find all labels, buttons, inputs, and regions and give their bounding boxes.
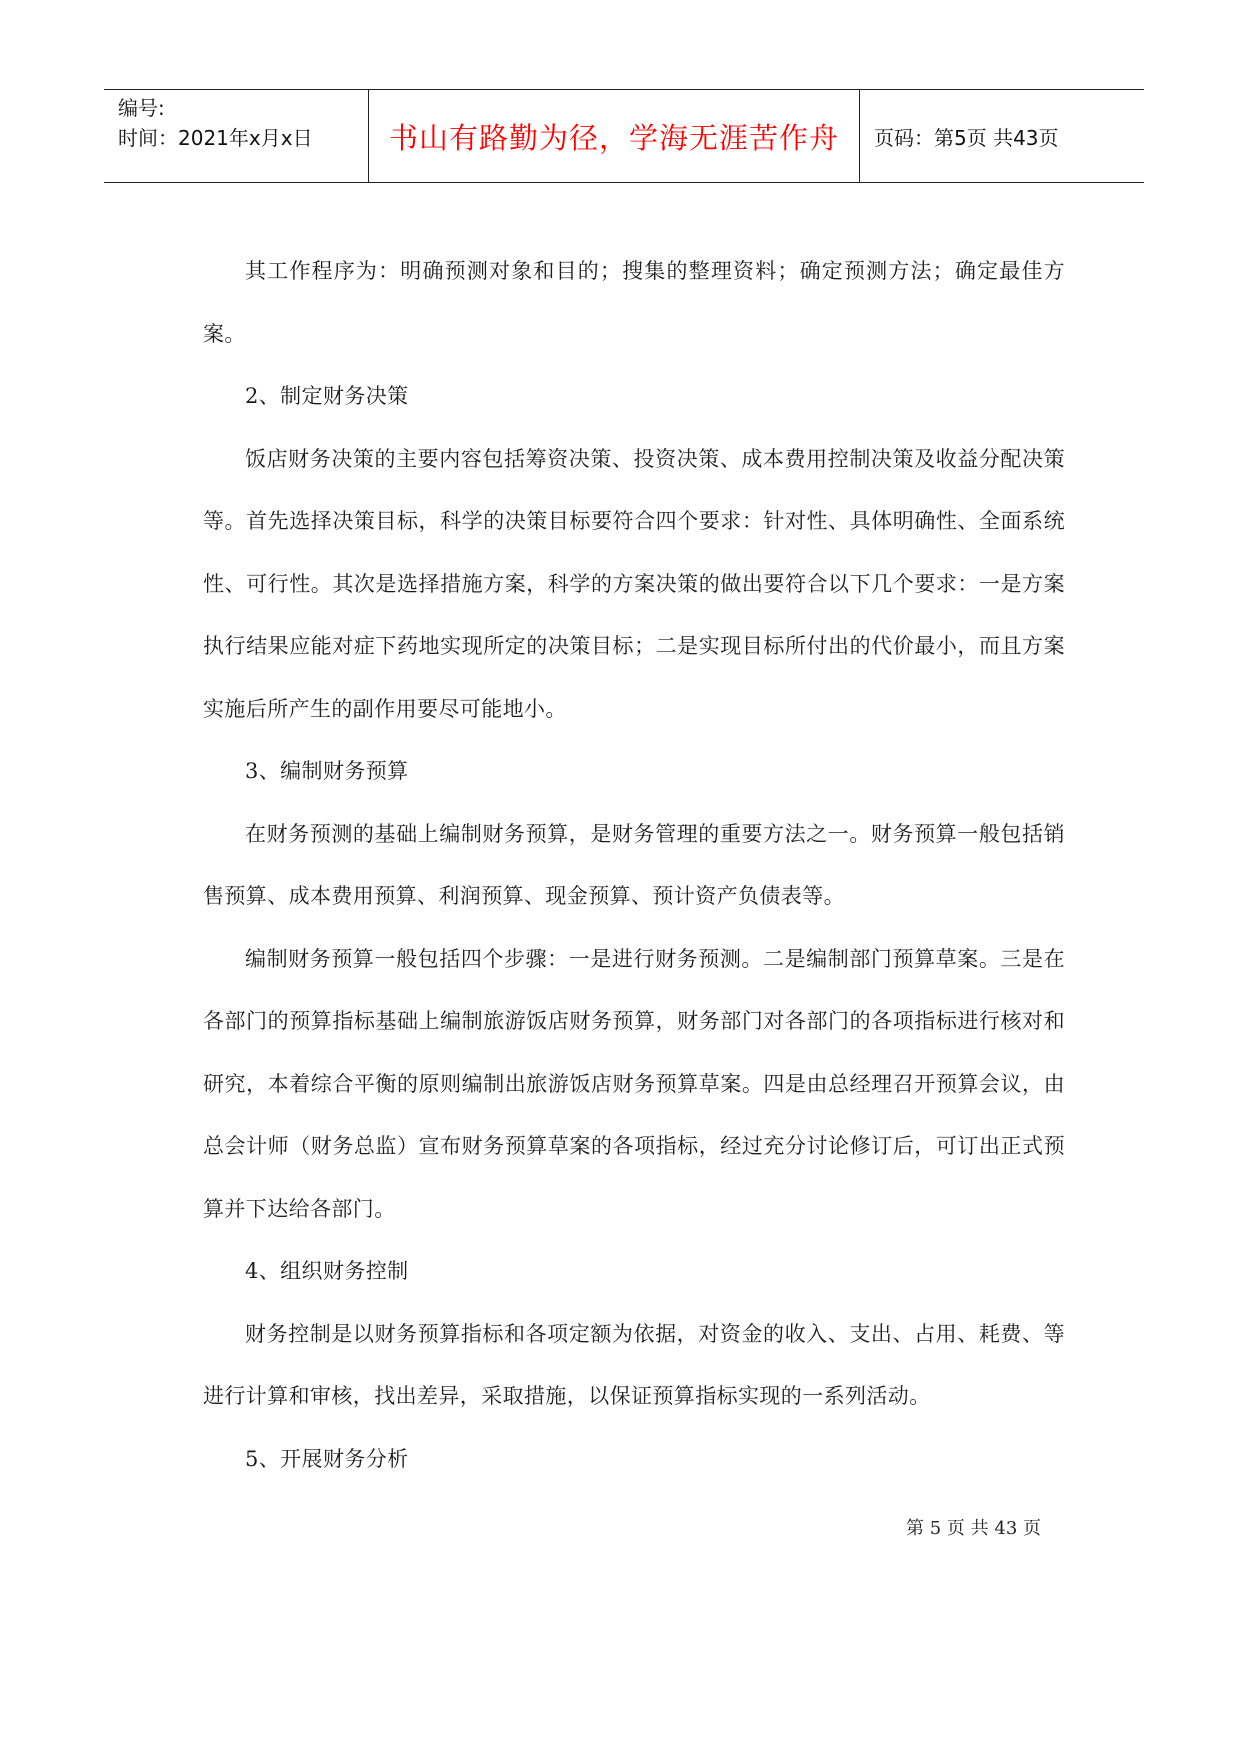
header-meta-cell — [104, 90, 369, 182]
paragraph: 其工作程序为：明确预测对象和目的；搜集的整理资料；确定预测方法；确定最佳方案。 — [203, 259, 1065, 346]
document-body — [203, 240, 1065, 1490]
paragraph: 饭店财务决策的主要内容包括筹资决策、投资决策、成本费用控制决策及收益分配决策等。首先选择决策目标，科学的决策目标要符合四个要求：针对性、具体明确性、全面系统性、可行性。其次是选择措施方案，科学的方案决策的做出要符合以下几个要求：一是方案执行结果应能对症下药地实现所定的决策目标；二是实现目标所付出的代价最小，而且方案实施后所产生的副作用要尽可能地小。 — [203, 446, 1065, 721]
header-motto-cell — [369, 90, 860, 182]
paragraph: 在财务预测的基础上编制财务预算，是财务管理的重要方法之一。财务预算一般包括销售预算、成本费用预算、利润预算、现金预算、预计资产负债表等。 — [203, 821, 1065, 908]
section-heading: 4、组织财务控制 — [245, 1259, 409, 1283]
header-motto: 书山有路勤为径，学海无涯苦作舟 — [388, 120, 839, 155]
page-footer: 第 5 页 共 43 页 — [906, 1518, 1041, 1539]
document-number-label: 编号: — [118, 96, 165, 120]
header-page-info: 页码：第5页 共43页 — [874, 125, 1059, 150]
section-heading: 3、编制财务预算 — [245, 759, 409, 783]
paragraph: 编制财务预算一般包括四个步骤：一是进行财务预测。二是编制部门预算草案。三是在各部门的预算指标基础上编制旅游饭店财务预算，财务部门对各部门的各项指标进行核对和研究，本着综合平衡的原则编制出旅游饭店财务预算草案。四是由总经理召开预算会议，由总会计师（财务总监）宣布财务预算草案的各项指标，经过充分讨论修订后，可订出正式预算并下达给各部门。 — [203, 946, 1065, 1221]
section-heading: 2、制定财务决策 — [245, 384, 409, 408]
document-header — [104, 89, 1144, 183]
header-page-cell — [860, 90, 1144, 182]
section-heading: 5、开展财务分析 — [245, 1446, 409, 1471]
document-time-label: 时间：2021年x月x日 — [118, 126, 313, 150]
paragraph: 财务控制是以财务预算指标和各项定额为依据，对资金的收入、支出、占用、耗费、等进行计算和审核，找出差异，采取措施，以保证预算指标实现的一系列活动。 — [203, 1321, 1065, 1408]
